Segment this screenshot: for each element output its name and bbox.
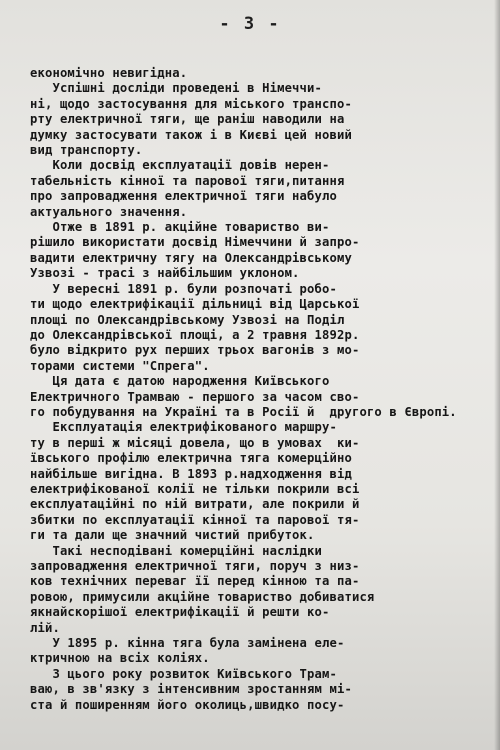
text-line: про запровадження електричної тяги набуло bbox=[30, 189, 337, 204]
text-line: якнайскорішої електрифікації й решти ко- bbox=[30, 605, 330, 620]
text-line: ти щодо електрифікації дільниці від Царської bbox=[30, 297, 360, 312]
text-line: ков технічних переваг її перед кінною та па- bbox=[30, 574, 360, 589]
text-line: рту електричної тяги, ще раніш наводили на bbox=[30, 112, 345, 127]
text-line: лій. bbox=[30, 620, 60, 635]
text-line: ні, щодо застосування для міського транспо- bbox=[30, 96, 352, 111]
text-line: ївського профілю електрична тяга комерційно bbox=[30, 451, 352, 466]
text-line: Електричного Трамваю - першого за часом сво- bbox=[30, 389, 360, 404]
document-body-text bbox=[30, 66, 485, 713]
text-line: ту в перші ж місяці довела, що в умовах ки- bbox=[30, 435, 360, 450]
text-line: ваю, в зв'язку з інтенсивним зростанням мі- bbox=[30, 682, 352, 697]
text-line: Отже в 1891 р. акційне товариство ви- bbox=[30, 220, 330, 235]
text-line: електрифікованої колії не тільки покрили всі bbox=[30, 481, 360, 496]
text-line: думку застосувати також і в Києві цей новий bbox=[30, 127, 352, 142]
text-line: до Олександрівської площі, а 2 травня 1892р. bbox=[30, 327, 360, 342]
text-line: найбільше вигідна. В 1893 р.надходження від bbox=[30, 466, 352, 481]
text-line: економічно невигідна. bbox=[30, 66, 188, 80]
text-line: було відкрито рух перших трьох вагонів з мо- bbox=[30, 343, 360, 358]
text-line: ктричною на всіх коліях. bbox=[30, 651, 210, 666]
text-line: Ця дата є датою народження Київського bbox=[30, 374, 330, 389]
text-line: Такі несподівані комерційні наслідки bbox=[30, 543, 323, 558]
text-line: табельність кінної та парової тяги,питання bbox=[30, 173, 345, 188]
text-line: Успішні досліди проведені в Німеччи- bbox=[30, 81, 323, 96]
text-line: рішило використати досвід Німеччини й запро- bbox=[30, 235, 360, 250]
text-line: експлуатаційні по ній витрати, але покрили й bbox=[30, 497, 360, 512]
text-line: запровадження електричної тяги, поруч з низ- bbox=[30, 559, 360, 573]
text-line: актуального значення. bbox=[30, 204, 188, 219]
text-line: Узвозі - трасі з найбільшим уклоном. bbox=[30, 266, 300, 281]
text-line: площі по Олександрівському Узвозі на Поділ bbox=[30, 312, 345, 327]
text-line: Коли досвід експлуатації довів нерен- bbox=[30, 158, 330, 173]
text-line: торами системи "Спрега". bbox=[30, 358, 210, 373]
text-line: вид транспорту. bbox=[30, 143, 143, 158]
text-line: го побудування на Україні та в Росії й другого в Європі. bbox=[30, 404, 457, 419]
text-line: Експлуатація електрифікованого маршру- bbox=[30, 420, 337, 435]
text-line: ста й поширенням його околиць,швидко посу- bbox=[30, 697, 345, 712]
text-line: З цього року розвиток Київського Трам- bbox=[30, 666, 337, 681]
text-line: У вересні 1891 р. були розпочаті робо- bbox=[30, 281, 337, 296]
text-line: ровою, примусили акційне товариство добиватися bbox=[30, 589, 375, 604]
page-edge-shadow bbox=[494, 0, 500, 750]
text-line: вадити електричну тягу на Олександрівському bbox=[30, 250, 352, 265]
text-line: збитки по експлуатації кінної та парової тя- bbox=[30, 512, 360, 527]
page-number: - 3 - bbox=[219, 14, 281, 34]
text-line: У 1895 р. кінна тяга була замінена еле- bbox=[30, 636, 345, 651]
text-line: ги та дали ще значний чистий прибуток. bbox=[30, 528, 315, 543]
